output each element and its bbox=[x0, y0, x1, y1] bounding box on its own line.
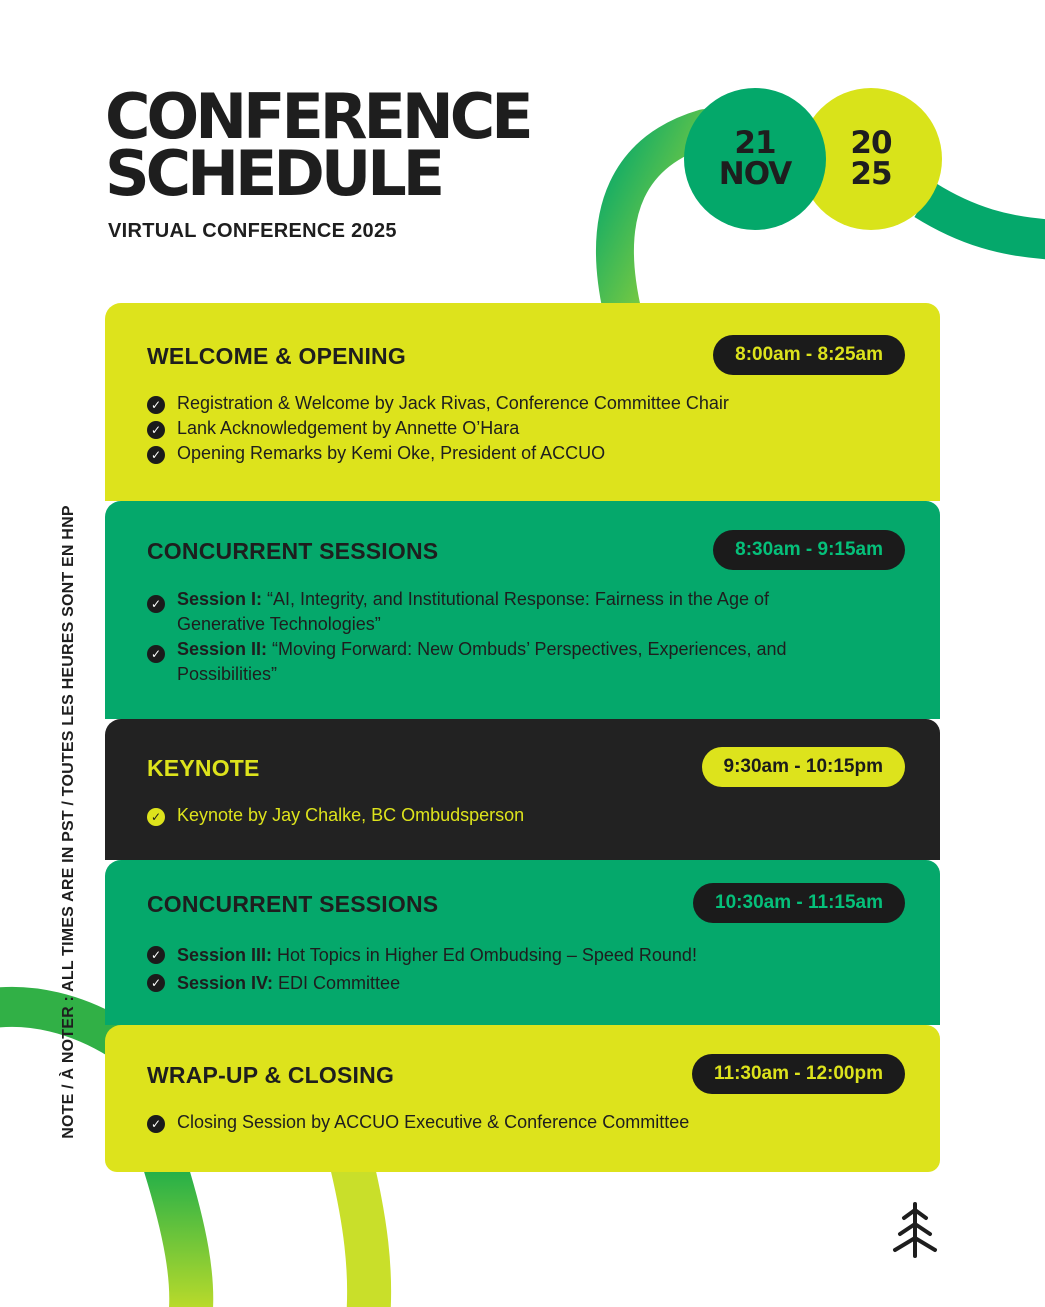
item-text: “AI, Integrity, and Institutional Response: Fairness in the Age of Generative Technologies” bbox=[177, 589, 769, 634]
block-title: CONCURRENT SESSIONS bbox=[147, 538, 439, 564]
schedule-block-keynote bbox=[105, 719, 940, 860]
check-icon: ✓ bbox=[147, 421, 165, 439]
list-item bbox=[147, 416, 905, 441]
timezone-note: NOTE / À NOTER : ALL TIMES ARE IN PST / TOUTES LES HEURES SONT EN HNP bbox=[60, 505, 77, 1139]
list-item bbox=[147, 969, 905, 997]
list-item bbox=[147, 441, 905, 466]
block-title: KEYNOTE bbox=[147, 755, 260, 781]
schedule-block-welcome bbox=[105, 303, 940, 501]
item-text: Keynote by Jay Chalke, BC Ombudsperson bbox=[177, 805, 525, 825]
ribbon-bottom bbox=[165, 1165, 191, 1307]
date-day-month-badge bbox=[684, 88, 826, 230]
item-text: Lank Acknowledgement by Annette O’Hara bbox=[177, 418, 520, 438]
check-icon: ✓ bbox=[147, 946, 165, 964]
schedule-block-concurrent-2 bbox=[105, 860, 940, 1025]
date-year-top: 20 bbox=[850, 125, 892, 161]
title-line-1: CONFERENCE bbox=[105, 80, 530, 153]
agenda-list bbox=[147, 587, 905, 687]
agenda-list bbox=[147, 391, 905, 466]
item-text: “Moving Forward: New Ombuds’ Perspectives, Experiences, and Possibilities” bbox=[177, 639, 787, 684]
page-title bbox=[105, 80, 530, 210]
ribbon-bottom-right bbox=[352, 1165, 369, 1307]
block-header bbox=[147, 883, 905, 925]
list-item bbox=[147, 637, 827, 687]
page-subtitle: VIRTUAL CONFERENCE 2025 bbox=[108, 220, 397, 242]
check-icon: ✓ bbox=[147, 1115, 165, 1133]
block-header bbox=[147, 747, 905, 789]
session-label: Session II: bbox=[177, 639, 268, 659]
block-title: WRAP-UP & CLOSING bbox=[147, 1062, 395, 1088]
check-icon: ✓ bbox=[147, 974, 165, 992]
block-title: CONCURRENT SESSIONS bbox=[147, 891, 439, 917]
schedule-block-closing bbox=[105, 1025, 940, 1172]
time-badge: 8:00am - 8:25am bbox=[713, 335, 905, 375]
ribbon-right bbox=[925, 200, 1045, 240]
check-icon: ✓ bbox=[147, 595, 165, 613]
list-item bbox=[147, 391, 905, 416]
date-month: NOV bbox=[718, 156, 792, 192]
block-header bbox=[147, 1054, 905, 1096]
time-badge: 9:30am - 10:15pm bbox=[702, 747, 905, 787]
list-item bbox=[147, 803, 905, 828]
list-item bbox=[147, 587, 827, 637]
time-badge: 11:30am - 12:00pm bbox=[692, 1054, 905, 1094]
session-label: Session I: bbox=[177, 589, 263, 609]
item-text: Opening Remarks by Kemi Oke, President of ACCUO bbox=[177, 443, 606, 463]
title-line-2: SCHEDULE bbox=[105, 137, 442, 210]
block-header bbox=[147, 335, 905, 377]
item-text: EDI Committee bbox=[273, 973, 401, 993]
agenda-list bbox=[147, 1110, 905, 1135]
list-item bbox=[147, 941, 905, 969]
block-header bbox=[147, 530, 905, 572]
block-title: WELCOME & OPENING bbox=[147, 343, 406, 369]
time-badge: 10:30am - 11:15am bbox=[693, 883, 905, 923]
item-text: Hot Topics in Higher Ed Ombudsing – Speed Round! bbox=[272, 945, 697, 965]
date-year-bottom: 25 bbox=[850, 156, 892, 192]
check-icon: ✓ bbox=[147, 396, 165, 414]
agenda-list bbox=[147, 803, 905, 828]
time-badge: 8:30am - 9:15am bbox=[713, 530, 905, 570]
check-icon: ✓ bbox=[147, 446, 165, 464]
session-label: Session IV: bbox=[177, 973, 274, 993]
agenda-list bbox=[147, 941, 905, 997]
list-item bbox=[147, 1110, 905, 1135]
session-label: Session III: bbox=[177, 945, 273, 965]
item-text: Closing Session by ACCUO Executive & Conference Committee bbox=[177, 1112, 690, 1132]
tree-logo-icon bbox=[890, 1200, 940, 1258]
check-icon: ✓ bbox=[147, 645, 165, 663]
date-day: 21 bbox=[734, 125, 776, 161]
item-text: Registration & Welcome by Jack Rivas, Conference Committee Chair bbox=[177, 393, 729, 413]
schedule-block-concurrent-1 bbox=[105, 501, 940, 719]
check-icon: ✓ bbox=[147, 808, 165, 826]
